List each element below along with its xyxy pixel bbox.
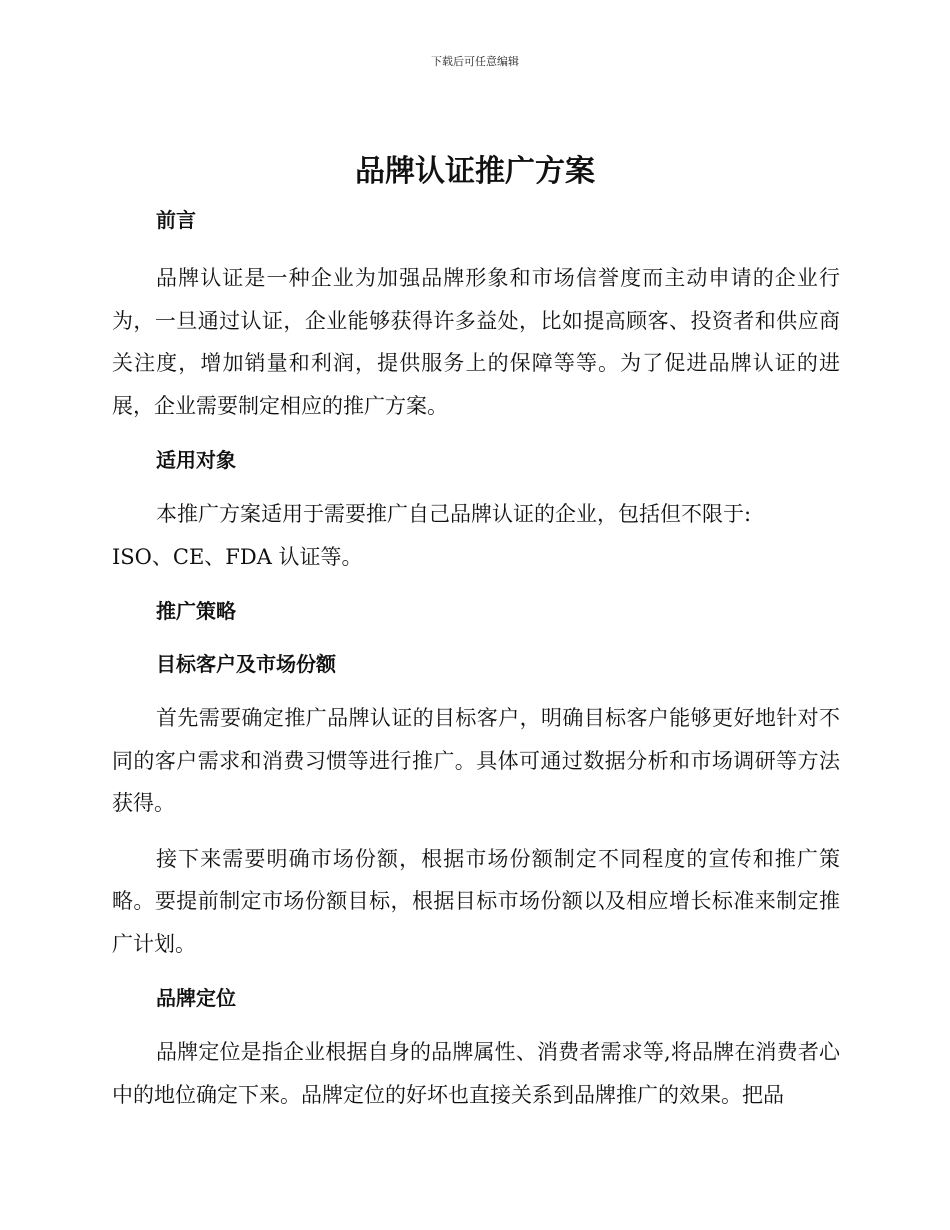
audience-paragraph-line2: ISO、CE、FDA 认证等。 bbox=[112, 544, 363, 569]
preface-heading: 前言 bbox=[156, 208, 196, 232]
positioning-paragraph: 品牌定位是指企业根据自身的品牌属性、消费者需求等,将品牌在消费者心中的地位确定下来。品牌定位的好坏也直接关系到品牌推广的效果。把品 bbox=[112, 1040, 840, 1107]
preface-paragraph: 品牌认证是一种企业为加强品牌形象和市场信誉度而主动申请的企业行为，一旦通过认证，企业能够获得许多益处，比如提高顾客、投资者和供应商关注度，增加销量和利润，提供服务上的保障等等。为了促进品牌认证的进展，企业需要制定相应的推广方案。 bbox=[112, 266, 840, 418]
positioning-heading: 品牌定位 bbox=[156, 986, 236, 1010]
audience-heading: 适用对象 bbox=[156, 448, 236, 472]
document-body bbox=[112, 200, 840, 1116]
audience-paragraph-line1: 本推广方案适用于需要推广自己品牌认证的企业，包括但不限于: bbox=[156, 502, 752, 526]
target-heading: 目标客户及市场份额 bbox=[156, 652, 336, 676]
target-paragraph-1: 首先需要确定推广品牌认证的目标客户，明确目标客户能够更好地针对不同的客户需求和消费习惯等进行推广。具体可通过数据分析和市场调研等方法获得。 bbox=[112, 706, 840, 815]
header-note: 下载后可任意编辑 bbox=[431, 55, 519, 68]
document-title: 品牌认证推广方案 bbox=[355, 154, 595, 189]
target-paragraph-2: 接下来需要明确市场份额，根据市场份额制定不同程度的宣传和推广策略。要提前制定市场份额目标，根据目标市场份额以及相应增长标准来制定推广计划。 bbox=[112, 846, 840, 956]
strategy-heading: 推广策略 bbox=[156, 599, 236, 623]
